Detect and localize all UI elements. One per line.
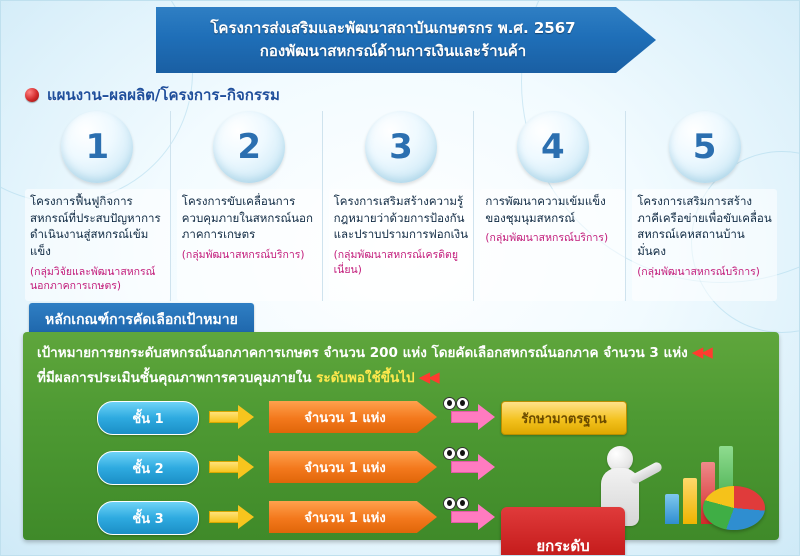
flow-row [97,501,657,541]
program-cards [25,111,777,301]
criteria-paragraph-part1: เป้าหมายการยกระดับสหกรณ์นอกภาคการเกษตร จำนวน 200 แห่ง โดยคัดเลือกสหกรณ์นอกภาค จำนวน 3 แห่ง [37,345,688,361]
pink-arrow-icon [451,453,497,481]
pink-arrow-icon [451,403,497,431]
result-maintain-badge: รักษามาตรฐาน [501,401,627,435]
count-banner [269,451,437,483]
card-number-circle: 3 [365,111,437,183]
clipart-bar [683,478,697,524]
clipart-pie-chart [703,486,765,530]
program-card [329,111,475,301]
title-line-2: กองพัฒนาสหกรณ์ด้านการเงินและร้านค้า [259,42,527,60]
card-body [632,189,777,301]
clipart-bar [665,494,679,524]
program-card [25,111,171,301]
flow-row [97,401,657,441]
title-banner [156,7,656,73]
criteria-paragraph-part2: ที่มีผลการประเมินชั้นคุณภาพการควบคุมภายใน [37,369,312,386]
tier-badge: ชั้น 2 [97,451,199,485]
card-body [177,189,322,301]
card-title: โครงการฟื้นฟูกิจการสหกรณ์ที่ประสบปัญหาการดำเนินงานสู่สหกรณ์เข้มแข็ง [30,194,161,259]
card-body [25,189,170,301]
count-banner [269,501,437,533]
card-title: โครงการขับเคลื่อนการควบคุมภายในสหกรณ์นอกภาคการเกษตร [181,194,313,242]
tier-badge: ชั้น 1 [97,401,199,435]
count-label: จำนวน 1 แห่ง [304,460,386,476]
section-heading-label: แผนงาน–ผลผลิต/โครงการ–กิจกรรม [47,86,280,104]
card-group: (กลุ่มพัฒนาสหกรณ์บริการ) [181,249,305,262]
criteria-tab-label: หลักเกณฑ์การคัดเลือกเป้าหมาย [29,303,254,337]
title-line-1: โครงการส่งเสริมและพัฒนาสถาบันเกษตรกร พ.ศ. 2567 [210,18,576,37]
program-card [480,111,626,301]
card-number-circle: 5 [669,111,741,183]
card-group: (กลุ่มพัฒนาสหกรณ์เครดิตยูเนี่ยน) [333,249,458,276]
left-arrows-marker-icon: ◀◀ [418,367,438,386]
card-group: (กลุ่มพัฒนาสหกรณ์บริการ) [637,265,760,278]
count-label: จำนวน 1 แห่ง [304,410,386,426]
criteria-paragraph [23,332,779,389]
yellow-arrow-icon [209,505,255,529]
card-number-circle: 4 [517,111,589,183]
left-arrows-marker-icon: ◀◀ [691,343,711,361]
card-title: โครงการเสริมการสร้างภาคีเครือข่ายเพื่อขับเคลื่อนสหกรณ์เคหสถานบ้านมั่นคง [637,194,772,259]
card-body [329,189,474,301]
yellow-arrow-icon [209,455,255,479]
selection-flow [97,401,657,555]
title-banner-text [156,7,656,73]
criteria-paragraph-highlight: ระดับพอใช้ขึ้นไป [316,369,415,386]
count-banner [269,401,437,433]
section-heading [25,83,280,107]
card-title: การพัฒนาความเข้มแข็งของชุมนุมสหกรณ์ [485,194,606,225]
program-card [177,111,323,301]
result-upgrade-badge: ยกระดับ [501,507,625,556]
card-group: (กลุ่มวิจัยและพัฒนาสหกรณ์นอกภาคการเกษตร) [30,265,156,293]
yellow-arrow-icon [209,405,255,429]
pink-arrow-icon [451,503,497,531]
card-number-circle: 1 [61,111,133,183]
program-card [632,111,777,301]
red-ball-bullet-icon [25,88,39,102]
card-body [480,189,625,301]
tier-badge: ชั้น 3 [97,501,199,535]
card-number-circle: 2 [213,111,285,183]
card-group: (กลุ่มพัฒนาสหกรณ์บริการ) [485,232,609,245]
count-label: จำนวน 1 แห่ง [304,510,386,526]
card-title: โครงการเสริมสร้างความรู้กฎหมายว่าด้วยการป้องกันและปราบปรามการฟอกเงิน [333,194,468,242]
